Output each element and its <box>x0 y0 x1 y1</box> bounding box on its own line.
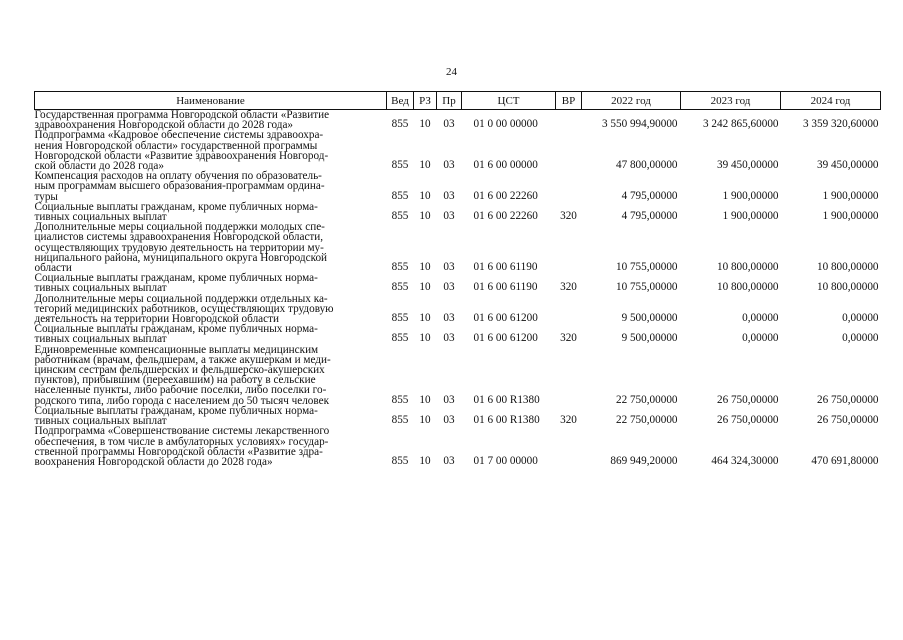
header-2024: 2024 год <box>781 92 881 110</box>
cell-pr: 03 <box>443 210 455 223</box>
cell-2022: 9 500,00000 <box>621 332 678 345</box>
table-row <box>35 426 881 467</box>
cell-cst: 01 0 00 00000 <box>473 118 538 131</box>
cell-2024: 0,00000 <box>842 332 879 345</box>
table-row <box>35 294 881 325</box>
cell-2023: 0,00000 <box>742 332 779 345</box>
cell-rz: 10 <box>419 312 431 325</box>
cell-cst: 01 6 00 00000 <box>473 159 538 172</box>
cell-2023: 464 324,30000 <box>711 454 779 467</box>
name-line: Социальные выплаты гражданам, кроме публичных норма- <box>34 200 318 213</box>
cell-vr: 320 <box>560 414 577 427</box>
cell-cst: 01 6 00 61190 <box>473 281 538 294</box>
cell-name <box>35 426 387 467</box>
name-line: Новгородской области «Развитие здравоохранения Новгород- <box>34 149 329 162</box>
cell-2023: 1 900,00000 <box>722 189 779 202</box>
cell-name <box>35 345 387 406</box>
cell-pr: 03 <box>443 189 455 202</box>
name-line: нения Новгородской области» государственной программы <box>34 139 318 152</box>
cell-pr: 03 <box>443 332 455 345</box>
table-row <box>35 273 881 293</box>
cell-ved: 855 <box>391 159 409 172</box>
cell-vr <box>556 110 582 131</box>
cell-name <box>35 294 387 325</box>
name-line: цинским сестрам фельдшерских и фельдшерско-акушерских <box>34 364 325 377</box>
cell-name <box>35 130 387 171</box>
cell-2024: 39 450,00000 <box>816 159 879 172</box>
cell-pr: 03 <box>443 312 455 325</box>
cell-ved: 855 <box>391 454 409 467</box>
name-line: ниципального района, муниципального округа Новгородской <box>34 251 328 264</box>
cell-cst: 01 6 00 61190 <box>473 261 538 274</box>
cell-pr: 03 <box>443 414 455 427</box>
cell-name <box>35 110 387 131</box>
cell-rz: 10 <box>419 454 431 467</box>
cell-2022: 869 949,20000 <box>610 454 678 467</box>
cell-pr: 03 <box>443 393 455 406</box>
cell-pr: 03 <box>443 454 455 467</box>
name-line: деятельность на территории Новгородской области <box>34 313 279 326</box>
cell-2023: 10 800,00000 <box>716 281 779 294</box>
table-row <box>35 130 881 171</box>
cell-name <box>35 171 387 202</box>
name-line: тивных социальных выплат <box>34 282 167 295</box>
table-row <box>35 222 881 273</box>
name-line: Социальные выплаты гражданам, кроме публичных норма- <box>34 272 318 285</box>
header-2023: 2023 год <box>681 92 781 110</box>
cell-pr: 03 <box>443 261 455 274</box>
cell-name <box>35 406 387 426</box>
name-line: ской области до 2028 года» <box>34 160 164 173</box>
cell-2022: 9 500,00000 <box>621 312 678 325</box>
cell-rz: 10 <box>419 261 431 274</box>
cell-2024: 26 750,00000 <box>816 414 879 427</box>
name-line: ственной программы Новгородской области «Развитие здра- <box>34 445 323 458</box>
cell-cst: 01 6 00 61200 <box>473 312 538 325</box>
name-line: осуществляющих трудовую деятельность на территории му- <box>34 241 324 254</box>
cell-2023: 1 900,00000 <box>722 210 779 223</box>
name-line: тивных социальных выплат <box>34 333 167 346</box>
budget-table <box>34 91 881 467</box>
cell-ved: 855 <box>391 210 409 223</box>
cell-cst: 01 6 00 22260 <box>473 210 538 223</box>
name-line: обеспечения, в том числе в амбулаторных условиях» государ- <box>34 435 329 448</box>
cell-vr: 320 <box>560 332 577 345</box>
cell-rz: 10 <box>419 118 431 131</box>
name-line: тегорий медицинских работников, осуществляющих трудовую <box>34 302 334 315</box>
cell-2022: 10 755,00000 <box>615 261 678 274</box>
name-line: ным программам высшего образования-программам ордина- <box>34 180 325 193</box>
cell-vr <box>556 171 582 202</box>
cell-vr: 320 <box>560 210 577 223</box>
cell-vr <box>556 345 582 406</box>
cell-2022: 10 755,00000 <box>615 281 678 294</box>
cell-2022: 22 750,00000 <box>615 393 678 406</box>
header-name: Наименование <box>35 92 387 110</box>
cell-cst: 01 7 00 00000 <box>473 454 538 467</box>
name-line: Дополнительные меры социальной поддержки молодых спе- <box>34 221 325 234</box>
cell-2024: 0,00000 <box>842 312 879 325</box>
cell-2024: 1 900,00000 <box>822 189 879 202</box>
cell-ved: 855 <box>391 261 409 274</box>
cell-pr: 03 <box>443 281 455 294</box>
cell-2023: 10 800,00000 <box>716 261 779 274</box>
cell-ved: 855 <box>391 281 409 294</box>
name-line: Социальные выплаты гражданам, кроме публичных норма- <box>34 404 318 417</box>
name-line: Единовременные компенсационные выплаты медицинским <box>34 343 319 356</box>
cell-rz: 10 <box>419 210 431 223</box>
cell-ved: 855 <box>391 414 409 427</box>
name-line: циалистов системы здравоохранения Новгородской области, <box>34 231 324 244</box>
table-row <box>35 202 881 222</box>
table-header <box>35 92 881 110</box>
name-line: Подпрограмма «Совершенствование системы лекарственного <box>34 425 330 438</box>
header-cst: ЦСТ <box>462 92 556 110</box>
cell-2022: 47 800,00000 <box>615 159 678 172</box>
cell-rz: 10 <box>419 332 431 345</box>
cell-cst: 01 6 00 R1380 <box>473 393 540 406</box>
cell-ved: 855 <box>391 393 409 406</box>
cell-ved: 855 <box>391 189 409 202</box>
cell-ved: 855 <box>391 312 409 325</box>
cell-vr <box>556 426 582 467</box>
cell-2024: 470 691,80000 <box>811 454 879 467</box>
cell-rz: 10 <box>419 159 431 172</box>
name-line: Подпрограмма «Кадровое обеспечение системы здравоохра- <box>34 129 324 142</box>
header-vr: ВР <box>556 92 582 110</box>
cell-2022: 22 750,00000 <box>615 414 678 427</box>
header-ved: Вед <box>387 92 414 110</box>
cell-rz: 10 <box>419 189 431 202</box>
table-row <box>35 324 881 344</box>
name-line: родского типа, либо города с населением до 50 тысяч человек <box>34 394 330 407</box>
name-line: Социальные выплаты гражданам, кроме публичных норма- <box>34 323 318 336</box>
name-line: Дополнительные меры социальной поддержки отдельных ка- <box>34 292 328 305</box>
cell-2023: 26 750,00000 <box>716 393 779 406</box>
cell-2023: 26 750,00000 <box>716 414 779 427</box>
name-line: Государственная программа Новгородской области «Развитие <box>34 109 330 121</box>
cell-name <box>35 273 387 293</box>
cell-2022: 4 795,00000 <box>621 210 678 223</box>
cell-cst: 01 6 00 61200 <box>473 332 538 345</box>
table-row <box>35 406 881 426</box>
cell-name <box>35 324 387 344</box>
table-row <box>35 110 881 131</box>
name-line: тивных социальных выплат <box>34 211 167 224</box>
name-line: здравоохранения Новгородской области до 2028 года» <box>34 119 294 132</box>
cell-vr <box>556 130 582 171</box>
cell-2023: 0,00000 <box>742 312 779 325</box>
table-body <box>35 110 881 468</box>
table-row <box>35 345 881 406</box>
cell-name <box>35 222 387 273</box>
name-line: туры <box>34 190 58 203</box>
cell-2024: 10 800,00000 <box>816 261 879 274</box>
cell-rz: 10 <box>419 414 431 427</box>
name-line: работникам (врачам, фельдшерам, а также акушеркам и меди- <box>34 353 331 366</box>
cell-pr: 03 <box>443 118 455 131</box>
cell-vr <box>556 222 582 273</box>
cell-vr: 320 <box>560 281 577 294</box>
cell-cst: 01 6 00 R1380 <box>473 414 540 427</box>
header-2022: 2022 год <box>582 92 681 110</box>
name-line: области <box>34 262 72 275</box>
cell-2024: 3 359 320,60000 <box>802 118 879 131</box>
cell-rz: 10 <box>419 393 431 406</box>
cell-2022: 4 795,00000 <box>621 189 678 202</box>
cell-2024: 26 750,00000 <box>816 393 879 406</box>
cell-2023: 3 242 865,60000 <box>702 118 779 131</box>
cell-ved: 855 <box>391 118 409 131</box>
cell-2023: 39 450,00000 <box>716 159 779 172</box>
name-line: населенные пункты, либо рабочие поселки, либо поселки го- <box>34 384 327 397</box>
cell-name <box>35 202 387 222</box>
cell-2024: 10 800,00000 <box>816 281 879 294</box>
cell-vr <box>556 294 582 325</box>
name-line: пунктов), прибывшим (переехавшим) на работу в сельские <box>34 374 316 387</box>
cell-ved: 855 <box>391 332 409 345</box>
page-number: 24 <box>446 66 457 78</box>
header-pr: Пр <box>437 92 462 110</box>
name-line: Компенсация расходов на оплату обучения по образователь- <box>34 170 322 183</box>
cell-2022: 3 550 994,90000 <box>601 118 678 131</box>
cell-pr: 03 <box>443 159 455 172</box>
cell-2024: 1 900,00000 <box>822 210 879 223</box>
table-row <box>35 171 881 202</box>
header-rz: РЗ <box>414 92 437 110</box>
cell-cst: 01 6 00 22260 <box>473 189 538 202</box>
cell-rz: 10 <box>419 281 431 294</box>
name-line: воохранения Новгородской области до 2028 года» <box>34 455 273 468</box>
name-line: тивных социальных выплат <box>34 415 167 428</box>
